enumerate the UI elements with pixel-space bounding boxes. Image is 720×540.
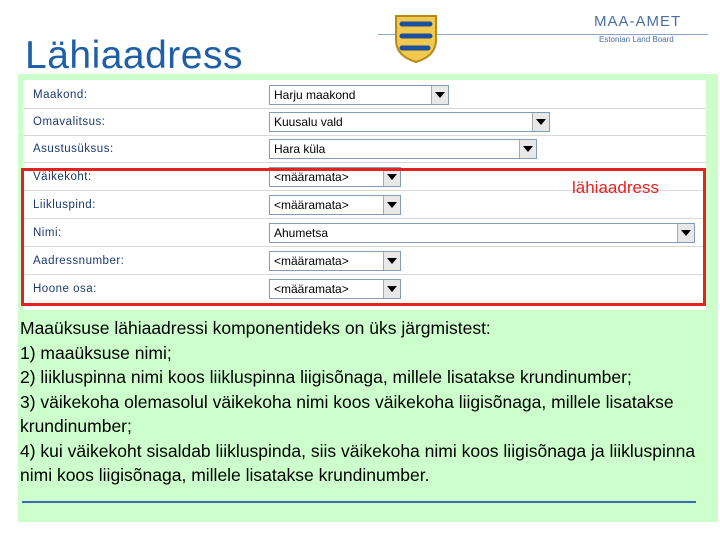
omavalitsus-label: Omavalitsus: (33, 116, 106, 128)
asustusuksus-value: Hara küla (274, 142, 326, 156)
omavalitsus-value: Kuusalu vald (274, 115, 343, 129)
liikluspind-value: <määramata> (274, 198, 349, 212)
hoone-osa-label: Hoone osa: (33, 283, 97, 295)
org-subtitle: Estonian Land Board (599, 35, 674, 44)
hoone-osa-value: <määramata> (274, 282, 349, 296)
chevron-down-icon[interactable] (431, 86, 448, 104)
description-line: 3) väikekoha olemasolul väikekoha nimi koos väikekoha liigisõnaga, millele lisatakse krundinumber; (20, 391, 674, 436)
aadressnumber-value: <määramata> (274, 254, 349, 268)
nimi-label: Nimi: (33, 227, 62, 239)
maakond-value: Harju maakond (274, 88, 356, 102)
description-line: 1) maaüksuse nimi; (20, 342, 172, 363)
asustusuksus-select[interactable] (269, 139, 537, 159)
description-line: Maaüksuse lähiaadressi komponentideks on üks järgmistest: (20, 318, 491, 338)
bottom-divider (22, 501, 696, 503)
chevron-down-icon[interactable] (519, 140, 536, 158)
form-row-asustusuksus (23, 136, 706, 163)
vaikekoht-value: <määramata> (274, 170, 349, 184)
liikluspind-label: Liikluspind: (33, 199, 96, 211)
nimi-value: Ahumetsa (274, 226, 329, 240)
org-name: MAA-AMET (594, 13, 682, 30)
maakond-label: Maakond: (33, 89, 88, 101)
coat-of-arms-icon (392, 12, 440, 64)
form-row-maakond (23, 82, 706, 109)
aadressnumber-label: Aadressnumber: (33, 255, 125, 267)
page-title: Lähiaadress (25, 34, 243, 77)
omavalitsus-select[interactable] (269, 112, 550, 132)
description-line: 4) kui väikekoht sisaldab liikluspinda, siis väikekoha nimi koos liigisõnaga ja liikluspinna nimi koos liigisõnaga, millele lisatakse krundinumber. (20, 440, 696, 485)
vaikekoht-label: Väikekoht: (33, 171, 92, 183)
asustusuksus-label: Asustusüksus: (33, 143, 114, 155)
form-row-omavalitsus (23, 109, 706, 136)
chevron-down-icon[interactable] (532, 113, 549, 131)
description-text (20, 316, 700, 488)
maakond-select[interactable] (269, 85, 449, 105)
description-line: 2) liikluspinna nimi koos liikluspinna liigisõnaga, millele lisatakse krundinumber; (20, 367, 632, 387)
lahiaadress-highlight-label: lähiaadress (572, 178, 659, 197)
